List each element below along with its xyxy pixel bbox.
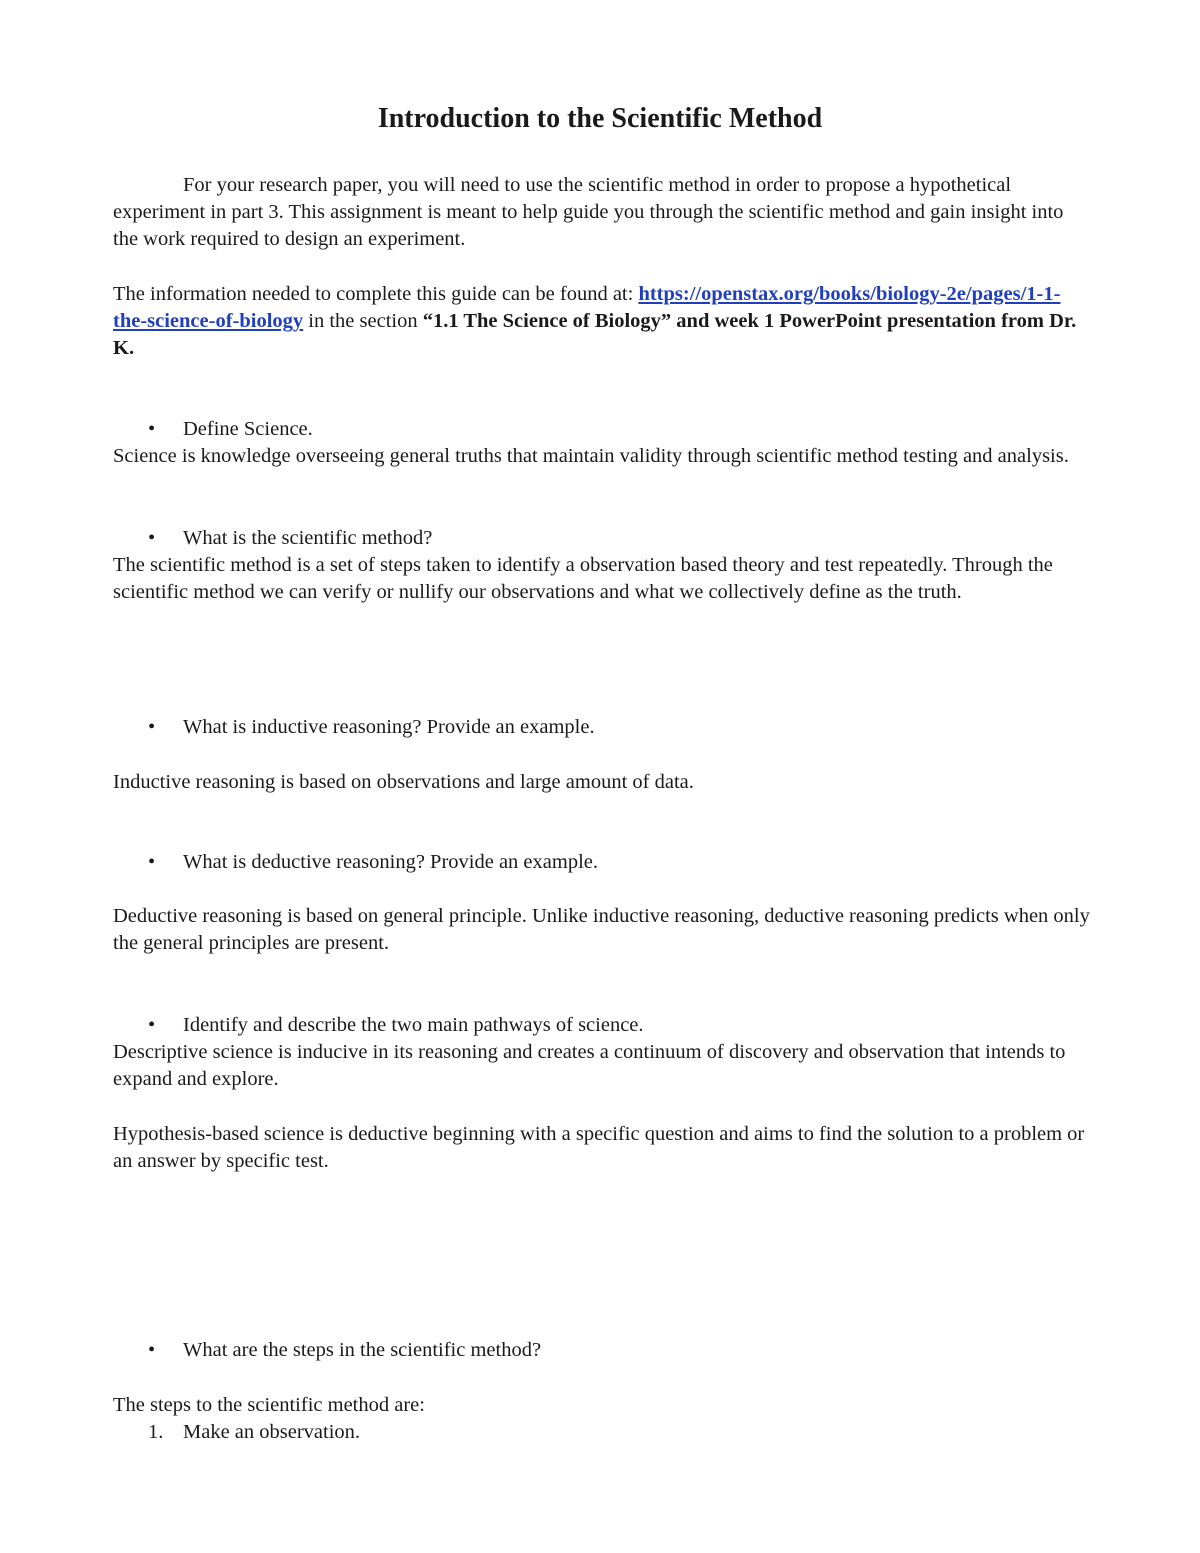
bullet-icon: • (148, 1339, 156, 1361)
question-text: Define Science. (183, 418, 313, 440)
bullet-icon: • (148, 1014, 156, 1036)
question-text: What is deductive reasoning? Provide an example. (183, 851, 598, 873)
bullet-icon: • (148, 418, 156, 440)
answer-paragraph: Inductive reasoning is based on observations and large amount of data. (113, 771, 694, 793)
question-text: What is inductive reasoning? Provide an example. (183, 716, 595, 738)
document-title: Introduction to the Scientific Method (377, 103, 823, 134)
bullet-icon: • (148, 716, 156, 738)
question-text: What is the scientific method? (183, 527, 433, 549)
bullet-icon: • (148, 527, 156, 549)
step-text: Make an observation. (183, 1421, 361, 1443)
step-number: 1. (148, 1421, 164, 1443)
openstax-link[interactable]: https://openstax.org/books/biology-2e/pages/1-1-the-science-of-biology (113, 283, 1061, 333)
answer-paragraph: Science is knowledge overseeing general truths that maintain validity through scientific method testing and analysis. (113, 445, 1069, 467)
bullet-icon: • (148, 851, 156, 873)
answer-paragraph: Descriptive science is inducive in its reasoning and creates a continuum of discovery and observation that intends to expand and explore. (113, 1041, 1066, 1091)
info-paragraph (113, 281, 1093, 363)
intro-paragraph: For your research paper, you will need to use the scientific method in order to propose a hypothetical experiment in part 3. This assignment is meant to help guide you through the scientific method and gain insight into the work required to design an experiment. (113, 174, 1064, 251)
answer-paragraph: The steps to the scientific method are: (113, 1394, 425, 1416)
answer-paragraph: Hypothesis-based science is deductive beginning with a specific question and aims to find the solution to a problem or an answer by specific test. (113, 1123, 1085, 1173)
question-text: Identify and describe the two main pathways of science. (183, 1014, 644, 1036)
info-prefix: The information needed to complete this guide can be found at: (113, 283, 639, 305)
info-bold-suffix: “1.1 The Science of Biology” and week 1 PowerPoint presentation from Dr. K. (113, 310, 1077, 360)
info-middle: in the section (303, 310, 423, 333)
question-text: What are the steps in the scientific method? (183, 1339, 542, 1361)
answer-paragraph: Deductive reasoning is based on general principle. Unlike inductive reasoning, deductive reasoning predicts when only the general principles are present. (113, 905, 1090, 955)
answer-paragraph: The scientific method is a set of steps taken to identify a observation based theory and test repeatedly. Through the scientific method we can verify or nullify our observations and what we collectively define as the truth. (113, 554, 1053, 604)
